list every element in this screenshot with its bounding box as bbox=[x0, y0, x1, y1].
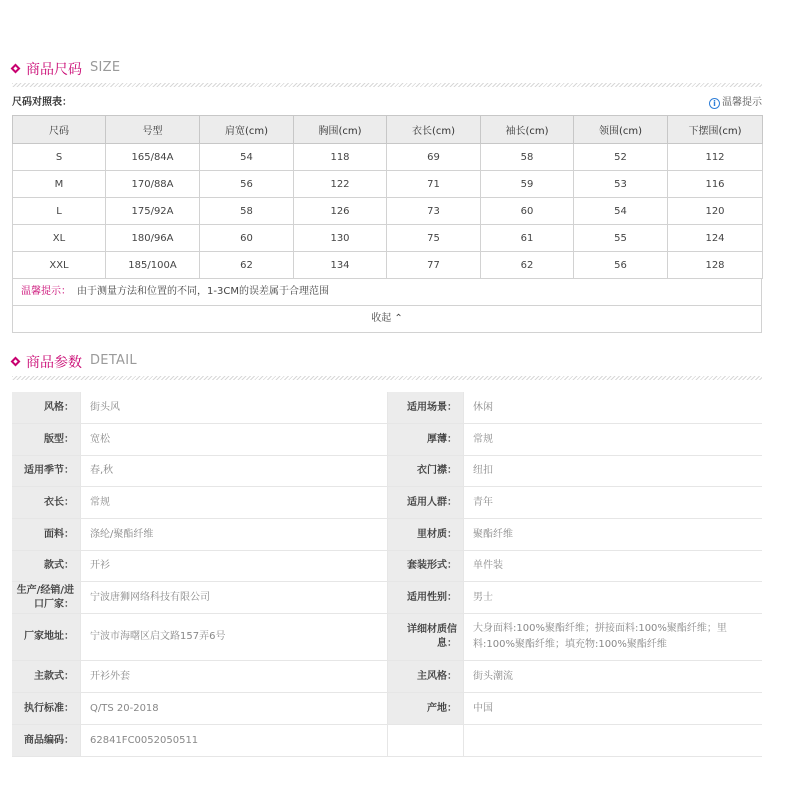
param-key: 款式： bbox=[12, 551, 80, 581]
column-header: 胸围(cm) bbox=[294, 116, 387, 144]
detail-row bbox=[12, 392, 762, 424]
param-value: 街头风 bbox=[80, 392, 387, 423]
table-cell: 61 bbox=[481, 225, 574, 252]
param-key: 主风格： bbox=[387, 661, 463, 692]
table-cell: 134 bbox=[294, 252, 387, 279]
table-cell: 58 bbox=[200, 198, 294, 225]
param-value: Q/TS 20-2018 bbox=[80, 693, 387, 724]
param-key: 衣长： bbox=[12, 487, 80, 518]
table-cell: 56 bbox=[574, 252, 668, 279]
param-key: 详细材质信息： bbox=[387, 614, 463, 660]
table-row bbox=[13, 252, 763, 279]
table-cell: 58 bbox=[481, 144, 574, 171]
size-table bbox=[12, 115, 763, 279]
table-row bbox=[13, 171, 763, 198]
note-text: 由于测量方法和位置的不同，1-3CM的误差属于合理范围 bbox=[77, 286, 329, 297]
table-cell: XXL bbox=[13, 252, 106, 279]
param-key: 厚薄： bbox=[387, 424, 463, 455]
table-cell: 118 bbox=[294, 144, 387, 171]
param-key-empty bbox=[387, 725, 463, 756]
column-header: 尺码 bbox=[13, 116, 106, 144]
param-value: 开衫外套 bbox=[80, 661, 387, 692]
param-key: 风格： bbox=[12, 392, 80, 423]
dotted-divider bbox=[12, 376, 762, 380]
param-value: 春,秋 bbox=[80, 456, 387, 486]
table-cell: XL bbox=[13, 225, 106, 252]
table-cell: 60 bbox=[200, 225, 294, 252]
detail-row bbox=[12, 614, 762, 661]
param-value: 纽扣 bbox=[463, 456, 762, 486]
size-subheader bbox=[12, 93, 762, 107]
size-section-header bbox=[12, 59, 762, 81]
detail-section-header bbox=[12, 352, 762, 374]
param-value: 聚酯纤维 bbox=[463, 519, 762, 550]
param-value: 开衫 bbox=[80, 551, 387, 581]
table-cell: 122 bbox=[294, 171, 387, 198]
detail-title-cn: 商品参数 bbox=[26, 355, 82, 371]
detail-row bbox=[12, 551, 762, 582]
column-header: 肩宽(cm) bbox=[200, 116, 294, 144]
note-label: 温馨提示： bbox=[21, 286, 71, 297]
detail-row bbox=[12, 487, 762, 519]
detail-row bbox=[12, 725, 762, 757]
param-key: 版型： bbox=[12, 424, 80, 455]
table-cell: 54 bbox=[200, 144, 294, 171]
info-icon: i bbox=[709, 98, 720, 109]
detail-table bbox=[12, 392, 762, 757]
size-title-cn: 商品尺码 bbox=[26, 62, 82, 78]
param-key: 商品编码： bbox=[12, 725, 80, 756]
table-cell: 62 bbox=[481, 252, 574, 279]
table-cell: 75 bbox=[387, 225, 481, 252]
tip-label: 温馨提示 bbox=[722, 97, 762, 108]
param-key: 适用场景： bbox=[387, 392, 463, 423]
param-key: 衣门襟： bbox=[387, 456, 463, 486]
param-value: 大身面料:100%聚酯纤维；拼接面料:100%聚酯纤维；里料:100%聚酯纤维；填充物:100%聚酯纤维 bbox=[463, 614, 762, 660]
detail-row bbox=[12, 519, 762, 551]
table-cell: S bbox=[13, 144, 106, 171]
param-value: 常规 bbox=[80, 487, 387, 518]
table-cell: 130 bbox=[294, 225, 387, 252]
size-table-label: 尺码对照表： bbox=[12, 97, 72, 108]
diamond-icon bbox=[11, 64, 21, 74]
dotted-divider bbox=[12, 83, 762, 87]
param-key: 面料： bbox=[12, 519, 80, 550]
param-value-empty bbox=[463, 725, 762, 756]
size-title-en: SIZE bbox=[90, 60, 121, 75]
param-value: 青年 bbox=[463, 487, 762, 518]
table-cell: 60 bbox=[481, 198, 574, 225]
column-header: 袖长(cm) bbox=[481, 116, 574, 144]
table-cell: 180/96A bbox=[106, 225, 200, 252]
table-cell: 128 bbox=[668, 252, 763, 279]
table-cell: 126 bbox=[294, 198, 387, 225]
detail-row bbox=[12, 456, 762, 487]
table-cell: 77 bbox=[387, 252, 481, 279]
table-row bbox=[13, 225, 763, 252]
table-cell: 124 bbox=[668, 225, 763, 252]
detail-row bbox=[12, 693, 762, 725]
param-value: 常规 bbox=[463, 424, 762, 455]
column-header: 衣长(cm) bbox=[387, 116, 481, 144]
table-cell: 120 bbox=[668, 198, 763, 225]
param-key: 生产/经销/进口厂家： bbox=[12, 582, 80, 613]
detail-row bbox=[12, 661, 762, 693]
table-cell: 71 bbox=[387, 171, 481, 198]
param-value: 宁波唐狮网络科技有限公司 bbox=[80, 582, 387, 613]
table-cell: L bbox=[13, 198, 106, 225]
table-cell: 185/100A bbox=[106, 252, 200, 279]
column-header: 领围(cm) bbox=[574, 116, 668, 144]
table-row bbox=[13, 198, 763, 225]
param-value: 中国 bbox=[463, 693, 762, 724]
table-cell: 52 bbox=[574, 144, 668, 171]
param-key: 适用人群： bbox=[387, 487, 463, 518]
param-key: 产地： bbox=[387, 693, 463, 724]
param-key: 适用性别： bbox=[387, 582, 463, 613]
param-key: 执行标准： bbox=[12, 693, 80, 724]
table-cell: 56 bbox=[200, 171, 294, 198]
table-row bbox=[13, 144, 763, 171]
param-value: 单件装 bbox=[463, 551, 762, 581]
table-cell: 54 bbox=[574, 198, 668, 225]
size-table-header bbox=[13, 116, 763, 144]
table-cell: 59 bbox=[481, 171, 574, 198]
param-key: 套装形式： bbox=[387, 551, 463, 581]
param-value: 62841FC0052050511 bbox=[80, 725, 387, 756]
param-key: 里材质： bbox=[387, 519, 463, 550]
param-value: 男士 bbox=[463, 582, 762, 613]
table-cell: 73 bbox=[387, 198, 481, 225]
collapse-button[interactable]: 收起 ⌃ bbox=[12, 306, 762, 333]
column-header: 号型 bbox=[106, 116, 200, 144]
tip-link[interactable] bbox=[709, 93, 762, 109]
param-value: 街头潮流 bbox=[463, 661, 762, 692]
detail-title-en: DETAIL bbox=[90, 353, 137, 368]
table-cell: 170/88A bbox=[106, 171, 200, 198]
table-cell: 69 bbox=[387, 144, 481, 171]
table-cell: 116 bbox=[668, 171, 763, 198]
param-value: 涤纶/聚酯纤维 bbox=[80, 519, 387, 550]
param-value: 休闲 bbox=[463, 392, 762, 423]
detail-row bbox=[12, 424, 762, 456]
table-cell: 165/84A bbox=[106, 144, 200, 171]
detail-row bbox=[12, 582, 762, 614]
table-cell: M bbox=[13, 171, 106, 198]
table-cell: 62 bbox=[200, 252, 294, 279]
table-cell: 112 bbox=[668, 144, 763, 171]
size-note bbox=[12, 279, 762, 306]
param-value: 宽松 bbox=[80, 424, 387, 455]
table-cell: 53 bbox=[574, 171, 668, 198]
table-cell: 55 bbox=[574, 225, 668, 252]
param-key: 主款式： bbox=[12, 661, 80, 692]
column-header: 下摆围(cm) bbox=[668, 116, 763, 144]
param-key: 适用季节： bbox=[12, 456, 80, 486]
param-value: 宁波市海曙区启文路157弄6号 bbox=[80, 614, 387, 660]
table-cell: 175/92A bbox=[106, 198, 200, 225]
param-key: 厂家地址： bbox=[12, 614, 80, 660]
diamond-icon bbox=[11, 357, 21, 367]
